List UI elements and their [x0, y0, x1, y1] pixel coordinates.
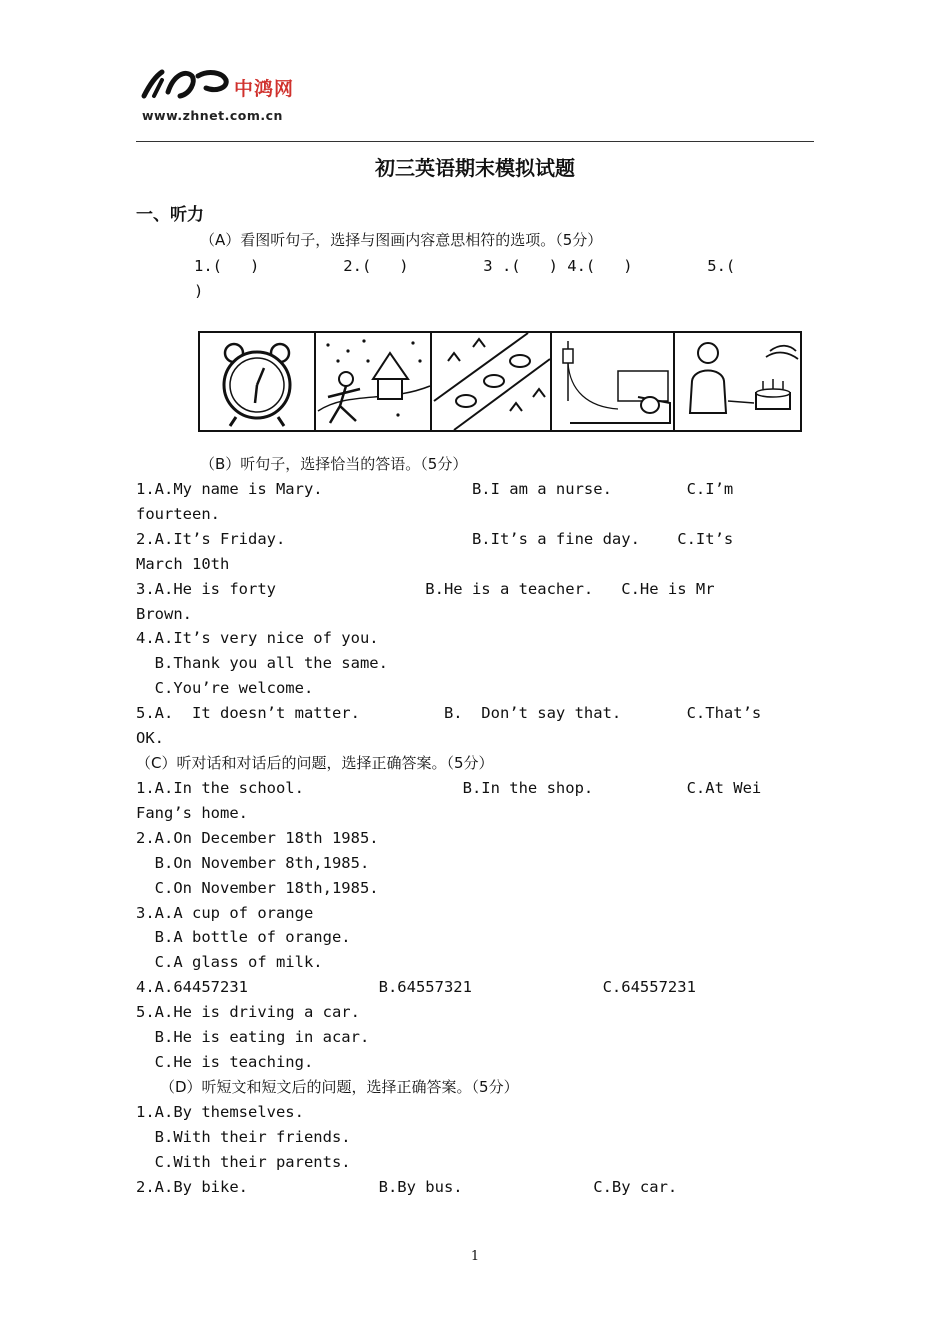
question-line: March 10th — [136, 554, 230, 573]
question-line: B.Thank you all the same. — [136, 654, 388, 673]
logo-chinese-text: 中鸿网 — [234, 78, 295, 100]
question-line: 3.A.He is forty B.He is a teacher. C.He is Mr — [136, 579, 715, 598]
part-a-instruction: （A）看图听句子，选择与图画内容意思相符的选项。（5分） — [200, 231, 603, 249]
logo-url: www.zhnet.com.cn — [142, 108, 283, 123]
question-line: 1.A.In the school. B.In the shop. C.At Wei — [136, 779, 762, 797]
part-a-blanks-line: ) — [194, 282, 204, 300]
header-divider — [136, 141, 814, 142]
question-line: 4.A.64457231 B.64557321 C.64557231 — [136, 978, 696, 997]
question-line: B.On November 8th,1985. — [136, 853, 370, 872]
part-b-instruction: （B）听句子，选择恰当的答语。（5分） — [200, 455, 468, 473]
page-title: 初三英语期末模拟试题 — [375, 156, 575, 180]
question-line: C.You’re welcome. — [136, 679, 314, 698]
question-line: B.A bottle of orange. — [136, 928, 351, 947]
question-line: 5.A. It doesn’t matter. B. Don’t say that. C.That’s — [136, 704, 762, 723]
question-line: 2.A.By bike. B.By bus. C.By car. — [136, 1177, 678, 1196]
question-line: B.He is eating in acar. — [136, 1028, 370, 1046]
question-line: C.He is teaching. — [136, 1052, 314, 1071]
page-number: 1 — [470, 1249, 480, 1264]
logo-brush-mark-icon — [140, 66, 232, 106]
part-a-blanks-line: 1.( ) 2.( ) 3 .( ) 4.( ) 5.( — [194, 257, 736, 275]
question-line: 4.A.It’s very nice of you. — [136, 629, 379, 648]
picture-strip — [198, 331, 802, 432]
site-logo — [140, 66, 310, 128]
question-line: Brown. — [136, 604, 192, 623]
question-line: 3.A.A cup of orange — [136, 903, 314, 922]
question-line: 1.A.My name is Mary. B.I am a nurse. C.I’m — [136, 480, 734, 498]
question-line: C.A glass of milk. — [136, 953, 323, 972]
question-line: OK. — [136, 729, 164, 747]
section-heading: 一、听力 — [136, 205, 204, 225]
question-line: 1.A.By themselves. — [136, 1103, 304, 1121]
question-line: 2.A.It’s Friday. B.It’s a fine day. C.It’s — [136, 529, 734, 548]
question-line: C.On November 18th,1985. — [136, 878, 379, 897]
question-line: Fang’s home. — [136, 803, 248, 822]
part-c-instruction: （C）听对话和对话后的问题，选择正确答案。（5分） — [136, 754, 494, 772]
question-line: C.With their parents. — [136, 1152, 351, 1171]
question-line: 2.A.On December 18th 1985. — [136, 828, 379, 847]
question-line: 5.A.He is driving a car. — [136, 1003, 360, 1022]
question-line: B.With their friends. — [136, 1127, 351, 1146]
part-d-instruction: （D）听短文和短文后的问题，选择正确答案。（5分） — [160, 1078, 519, 1096]
question-line: fourteen. — [136, 504, 220, 523]
